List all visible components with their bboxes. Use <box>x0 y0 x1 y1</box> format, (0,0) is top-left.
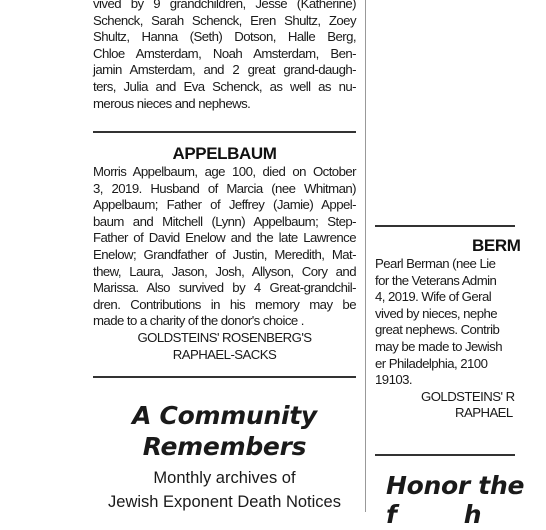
divider <box>93 131 356 133</box>
text-line: vived by 9 grandchildren, Jesse (Katherine) <box>93 0 356 11</box>
text-line: 3, 2019. Husband of Marcia (nee Whitman) <box>93 180 356 196</box>
text-line: Appelbaum; Father of Jeffrey (Jamie) Appel- <box>93 197 356 213</box>
text-line: dren. Contributions in his memory may be <box>93 296 356 312</box>
promo-subtitle: Monthly archives of <box>153 469 296 487</box>
text-line: baum and Mitchell (Lynn) Appelbaum; Step- <box>93 213 356 229</box>
obituary-heading: BERM <box>472 236 521 255</box>
text-line: Pearl Berman (nee Lie <box>375 256 496 271</box>
obituary-continuation <box>93 0 356 112</box>
divider <box>93 376 356 378</box>
funeral-home-name: RAPHAEL <box>455 405 513 421</box>
obituary-berman <box>375 236 521 422</box>
obituary-appelbaum <box>93 144 356 363</box>
promo-title: Honor the <box>386 471 525 500</box>
promo-title: A Community <box>132 401 317 430</box>
text-line: Chloe Amsterdam, Noah Amsterdam, Ben- <box>93 45 356 61</box>
obituary-heading: APPELBAUM <box>172 144 277 163</box>
funeral-home-name: RAPHAEL-SACKS <box>172 346 277 362</box>
text-line: great nephews. Contrib <box>375 322 500 338</box>
obituary-body <box>375 256 515 422</box>
text-line: er Philadelphia, 2100 <box>375 355 488 371</box>
text-line: Marissa. Also survived by 4 Great-grandchil- <box>93 280 356 296</box>
text-line: merous nieces and nephews. <box>93 95 251 111</box>
text-line: Father of David Enelow and the late Lawrence <box>93 230 356 246</box>
text-line: Schenck, Sarah Schenck, Eren Shultz, Zoey <box>93 12 356 28</box>
divider <box>375 225 515 227</box>
text-line: 4, 2019. Wife of Geral <box>375 289 492 305</box>
text-line: vived by nieces, nephe <box>375 305 498 321</box>
text-line: ters, Julia and Eva Schenck, as well as nu- <box>93 78 356 94</box>
divider <box>375 454 515 456</box>
text-line: Morris Appelbaum, age 100, died on October <box>93 164 356 179</box>
promo-title: Remembers <box>142 432 307 461</box>
column-divider <box>365 0 366 512</box>
text-line: thew, Laura, Jason, Josh, Allyson, Cory and <box>93 263 356 279</box>
text-line: 19103. <box>375 372 413 388</box>
community-remembers-promo[interactable] <box>93 400 356 514</box>
text-line: Enelow; Grandfather of Justin, Meredith, Mat- <box>93 246 356 262</box>
promo-subtitle: Jewish Exponent Death Notices <box>108 493 341 511</box>
text-line: Shultz, Hanna (Seth) Dotson, Halle Berg, <box>93 29 356 45</box>
text-line: jamin Amsterdam, and 2 great grand-daugh- <box>93 62 356 78</box>
promo-title: f h <box>386 500 482 529</box>
text-line: may be made to Jewish <box>375 338 502 354</box>
obituary-body <box>93 164 356 363</box>
honor-promo[interactable] <box>386 470 546 530</box>
text-line: made to a charity of the donor's choice . <box>93 313 304 329</box>
funeral-home-name: GOLDSTEINS' R <box>421 388 515 404</box>
text-line: for the Veterans Admin <box>375 272 497 288</box>
funeral-home-name: GOLDSTEINS' ROSENBERG'S <box>137 329 312 345</box>
